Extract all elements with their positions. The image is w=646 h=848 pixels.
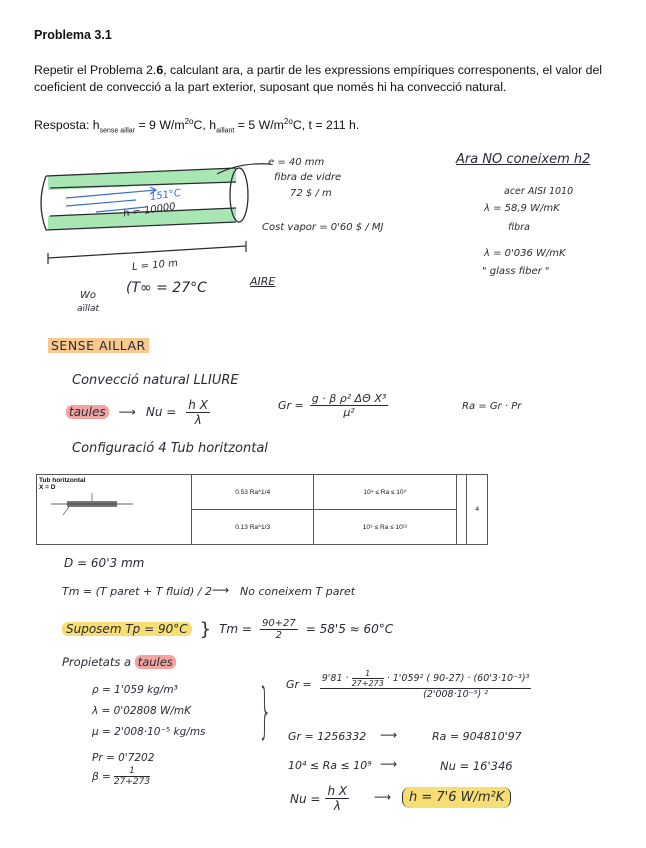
arrow-icon-5: ⟶	[374, 790, 392, 804]
sketch-insulated: aïllat	[77, 304, 100, 314]
density-value: ρ = 1'059 kg/m³	[92, 684, 178, 696]
final-result: h = 7'6 W/m²K	[402, 787, 511, 808]
brace-icon: }	[199, 618, 212, 640]
steel-lambda: λ = 58,9 W/mK	[484, 203, 560, 214]
unknown-h2-note: Ara NO coneixem h2	[456, 152, 591, 167]
rayleigh-value: Ra = 904810'97	[432, 730, 522, 743]
nusselt-value: Nu = 16'346	[440, 759, 513, 773]
properties-label: Propietats a taules	[62, 655, 176, 669]
nu-fraction: $\frac{\text{h X}}{\lambda}$	[188, 397, 208, 427]
sketch-length: L = 10 m	[131, 258, 179, 273]
configuration-label: Configuració 4 Tub horitzontal	[72, 441, 268, 456]
pipe-icon	[47, 491, 137, 517]
arrow-icon: ⟶	[118, 405, 136, 419]
sketch-fiber-cost: 72 $ / m	[290, 188, 332, 199]
tables-tag: taules	[66, 405, 109, 419]
nu-lhs: Nu =	[145, 405, 177, 419]
sketch-thickness: e = 40 mm	[268, 157, 325, 168]
arrow-icon-2: ⟶	[212, 583, 230, 597]
sketch-h: h = 10000	[122, 201, 177, 220]
arrow-icon-4: ⟶	[380, 757, 398, 771]
brace-icon-2: }	[258, 676, 272, 746]
unknown-wall-temp: No coneixem T paret	[240, 585, 356, 598]
grashof-value: Gr = 1256332	[288, 730, 367, 743]
viscosity-value: μ = 2'008·10⁻⁵ kg/ms	[92, 726, 206, 738]
diameter-value: D = 60'3 mm	[64, 556, 145, 570]
free-convection-label: Convecció natural LLIURE	[72, 373, 239, 388]
rayleigh-range: 10⁴ ≤ Ra ≤ 10⁹	[288, 759, 372, 772]
sketch-temperature: 151°C	[149, 187, 182, 204]
grashof-definition: Gr = $\frac{\text{g · β ρ² ΔΘ X³}}{\text{μ²}}$	[278, 392, 387, 419]
prandtl-value: Pr = 0'7202	[92, 752, 155, 764]
correlation-table: Tub horitzontal X = D 0.53 Ra^1/4 10⁴ ≤ Ra ≤ 10⁹ 4 0.13 Ra^1/3 10⁹ ≤ Ra ≤ 10¹²	[36, 474, 488, 544]
problem-statement: Repetir el Problema 2.6, calculant ara, a partir de les expressions empíriques corresponents, el valor del coeficient de convecció a la part exterior, suposant que només hi ha convecció natural.	[34, 63, 603, 94]
final-nusselt: Nu = $\frac{\text{h X}}{\lambda}$	[290, 784, 348, 813]
answer-line: Resposta: $h_{sense aillar} = 9$ $W/m^{2o}C$, $h_{aillant} = 5$ $W/m^{2o}C$, t = 211 h.	[34, 117, 360, 135]
beta-value: β = $\frac{1}{27+273}$	[92, 766, 151, 787]
grashof-calculation: Gr = 9'81 · $\frac{1}{27+273}$ · 1'059² ( 90-27) · (60'3·10⁻³)³ (2'008·10⁻⁵) ²	[286, 669, 530, 700]
sketch-steam-cost: Cost vapor = 0'60 $ / MJ	[262, 222, 384, 233]
sketch-air: AIRE	[250, 275, 276, 288]
fiber-lambda: λ = 0'036 W/mK	[484, 248, 566, 259]
problem-title: Problema 3.1	[34, 28, 112, 42]
assumption-line: Suposem Tp = 90°C } Tm = $\frac{90+27}{2}$ = 58'5 ≈ 60°C	[62, 614, 393, 644]
assumed-wall-temp: Suposem Tp = 90°C	[62, 622, 192, 636]
conductivity-value: λ = 0'02808 W/mK	[92, 705, 192, 717]
section-heading: SENSE AILLAR	[48, 338, 149, 353]
rayleigh-definition: Ra = Gr · Pr	[462, 401, 522, 412]
arrow-icon-3: ⟶	[380, 728, 398, 742]
sketch-ambient: (T∞ = 27°C	[126, 280, 207, 296]
correlation-line	[66, 396, 210, 428]
leader-line	[215, 160, 275, 180]
glass-fiber-note: " glass fiber "	[482, 266, 550, 277]
sketch-wo: Wo	[80, 290, 97, 301]
fiber-note: fibra	[508, 222, 530, 233]
mean-temp-definition: Tm = (T paret + T fluid) / 2	[62, 585, 213, 598]
steel-note: acer AISI 1010	[504, 186, 574, 197]
sketch-fiber: fibra de vidre	[274, 172, 342, 183]
